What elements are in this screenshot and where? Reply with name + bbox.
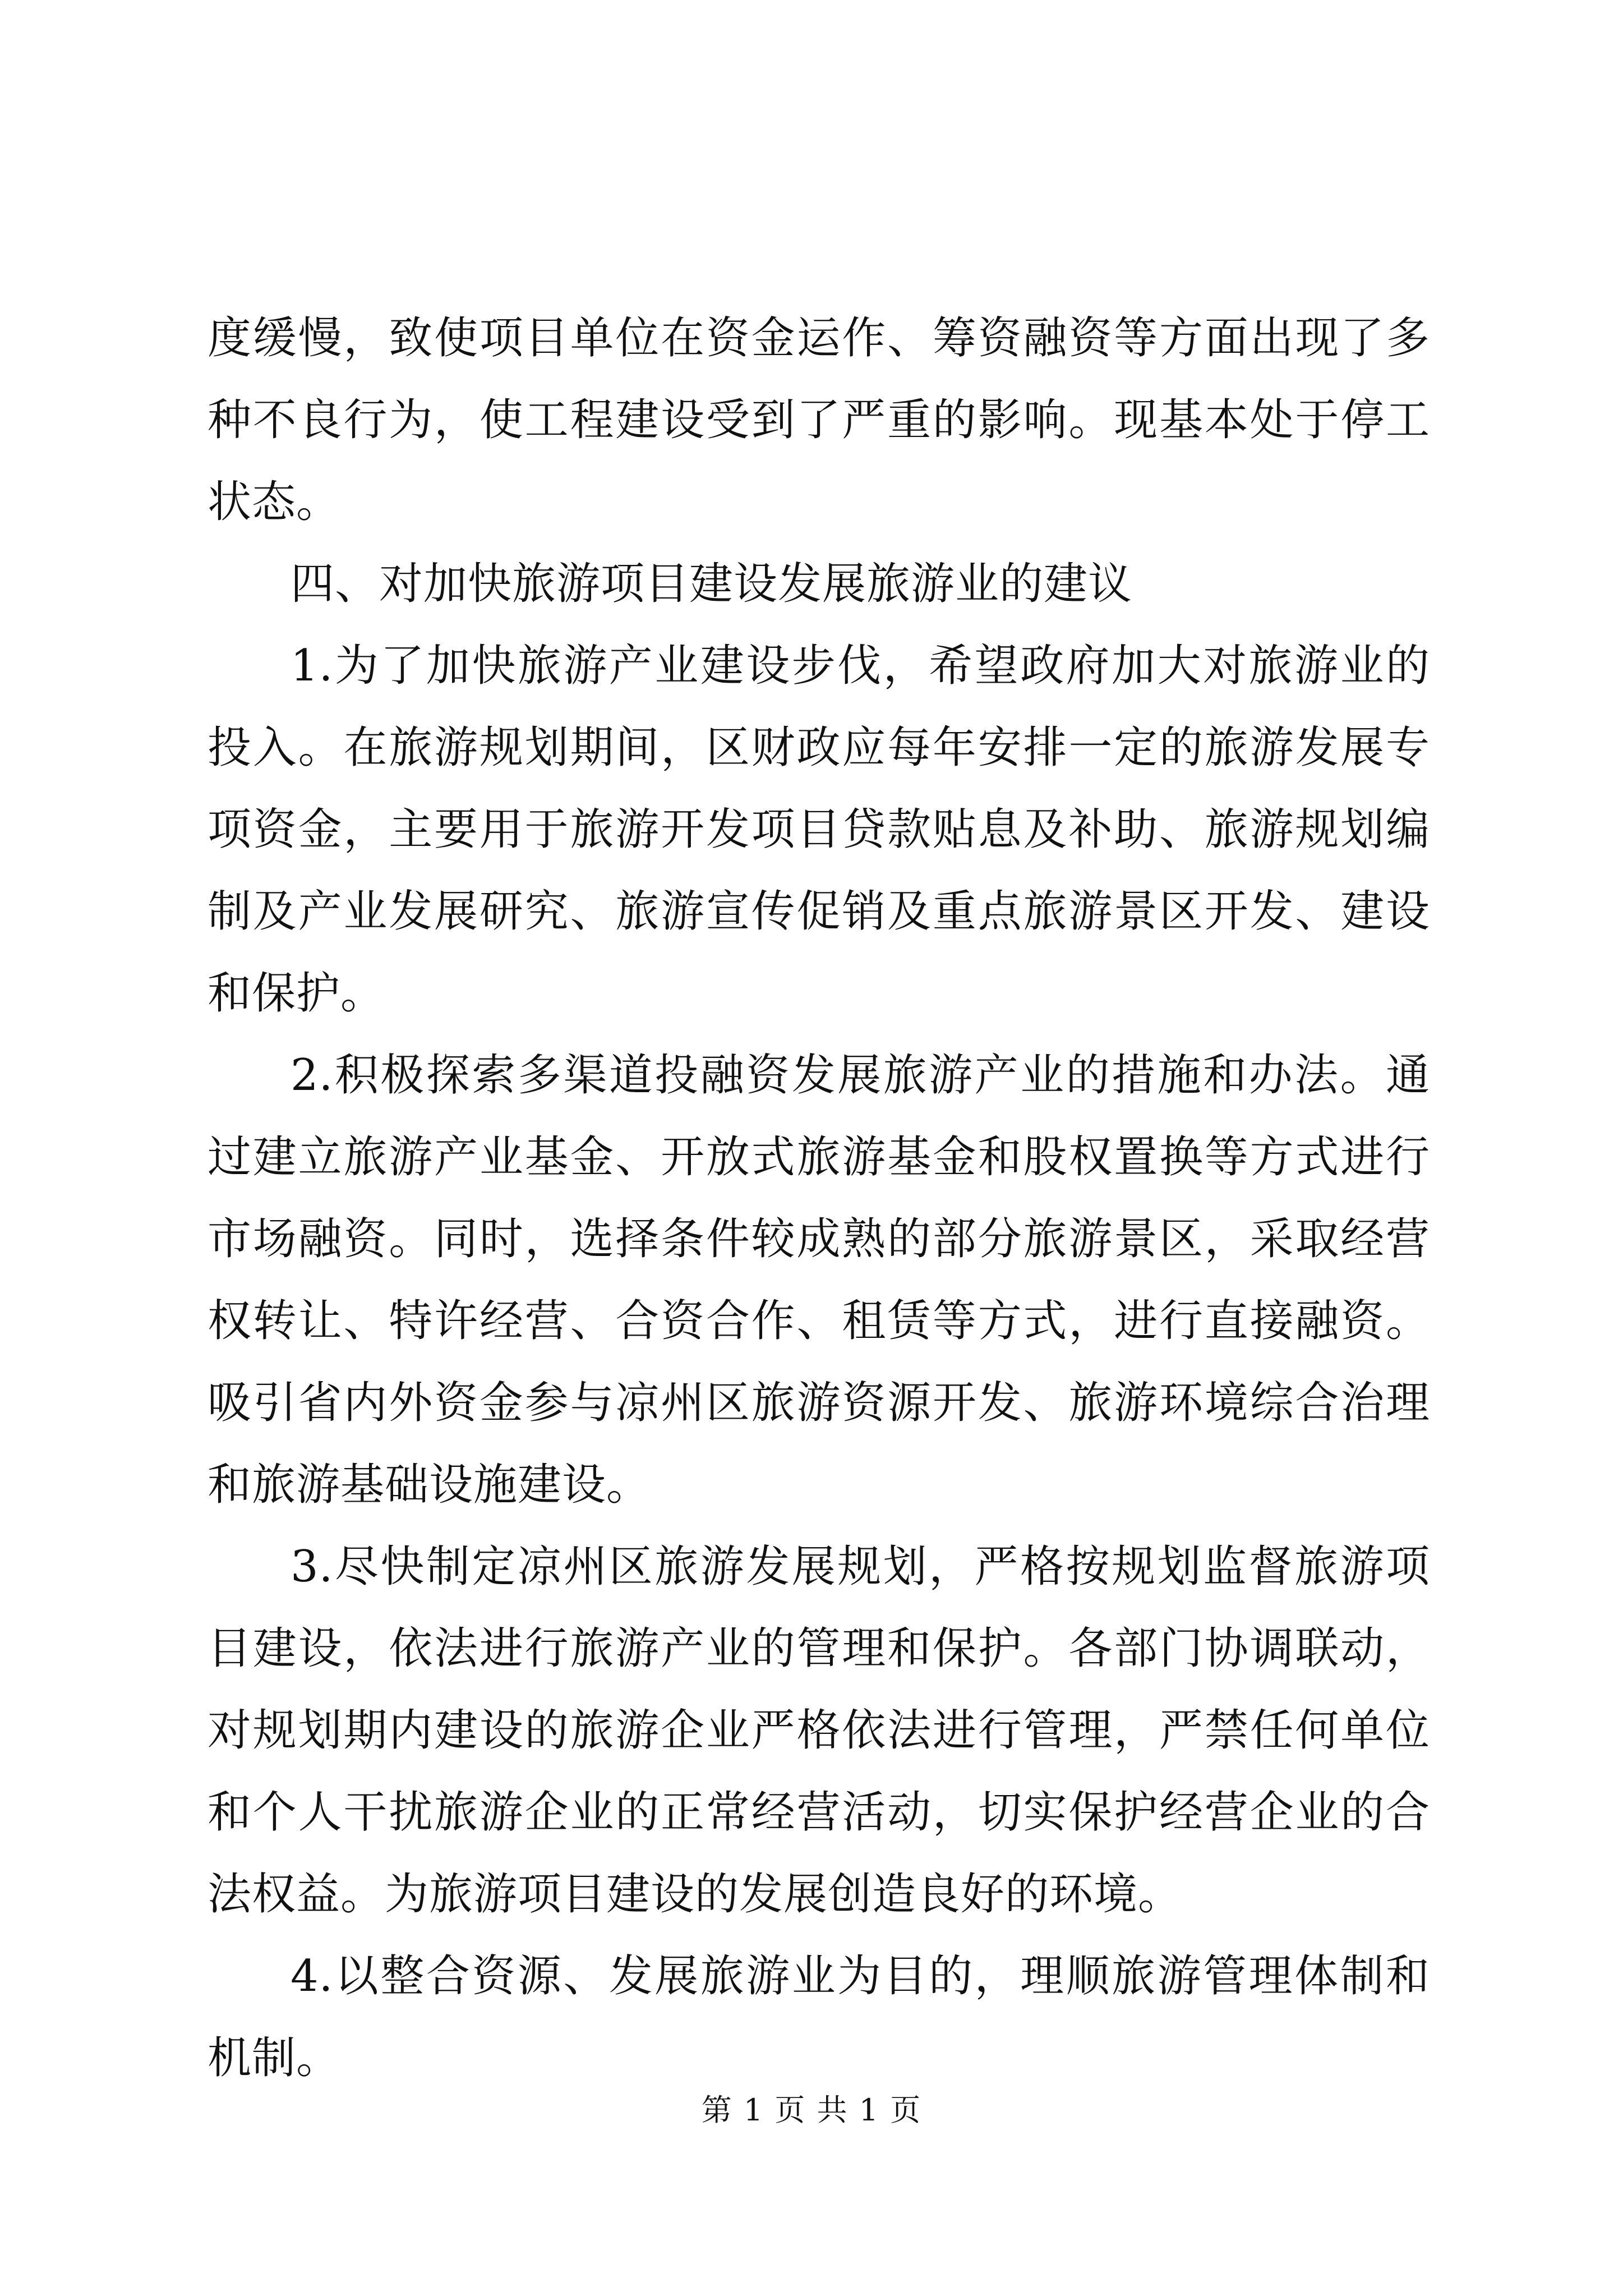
document-body: [208, 297, 1430, 2099]
page-footer: 第 1 页 共 1 页: [701, 2092, 922, 2128]
paragraph-item-3: 3.尽快制定凉州区旅游发展规划，严格按规划监督旅游项目建设，依法进行旅游产业的管理和保护。各部门协调联动，对规划期内建设的旅游企业严格依法进行管理，严禁任何单位和个人干扰旅游企业的正常经营活动，切实保护经营企业的合法权益。为旅游项目建设的发展创造良好的环境。: [208, 1542, 1430, 1920]
paragraph-item-4: 4.以整合资源、发展旅游业为目的，理顺旅游管理体制和机制。: [208, 1951, 1430, 2083]
paragraph-continuation: 度缓慢，致使项目单位在资金运作、筹资融资等方面出现了多种不良行为，使工程建设受到了严重的影响。现基本处于停工状态。: [208, 313, 1430, 527]
paragraph-item-1: 1.为了加快旅游产业建设步伐，希望政府加大对旅游业的投入。在旅游规划期间，区财政应每年安排一定的旅游发展专项资金，主要用于旅游开发项目贷款贴息及补助、旅游规划编制及产业发展研究、旅游宣传促销及重点旅游景区开发、建设和保护。: [208, 641, 1430, 1019]
paragraph-item-2: 2.积极探索多渠道投融资发展旅游产业的措施和办法。通过建立旅游产业基金、开放式旅游基金和股权置换等方式进行市场融资。同时，选择条件较成熟的部分旅游景区，采取经营权转让、特许经营、合资合作、租赁等方式，进行直接融资。吸引省内外资金参与凉州区旅游资源开发、旅游环境综合治理和旅游基础设施建设。: [208, 1050, 1430, 1510]
section-heading: 四、对加快旅游项目建设发展旅游业的建议: [291, 559, 1133, 609]
